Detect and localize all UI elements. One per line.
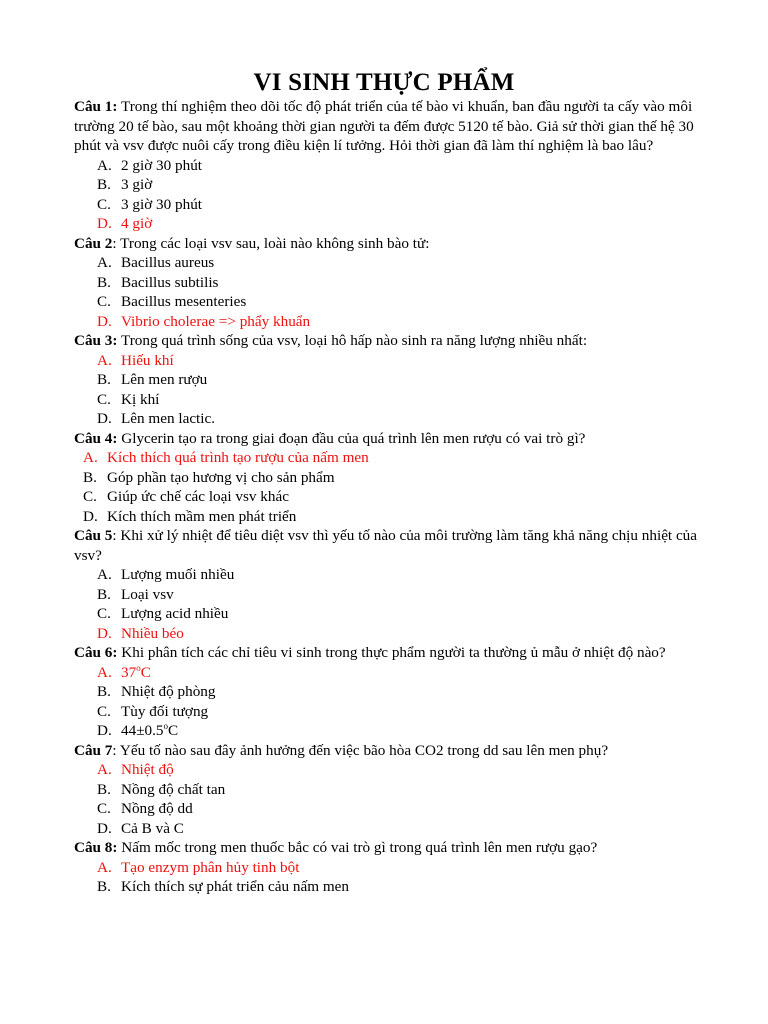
answer-text (107, 468, 335, 488)
answer-list (74, 448, 704, 526)
question-text (74, 97, 704, 156)
answer-letter: C. (83, 488, 97, 505)
answer-letter: D. (97, 410, 112, 427)
answer-list (74, 760, 704, 838)
answer-letter: A. (97, 761, 112, 778)
answer-letter: A. (97, 156, 112, 174)
answer-list (74, 663, 704, 741)
answer-option (74, 195, 704, 215)
question-body: : Trong các loại vsv sau, loài nào không sinh bào tử: (112, 234, 430, 252)
answer-letter: D. (83, 507, 98, 525)
answer-value: Bacillus subtilis (121, 273, 219, 291)
answer-letter: A. (97, 858, 112, 876)
question-text (74, 331, 704, 351)
answer-letter: B. (97, 780, 111, 798)
question-label: Câu 2 (74, 234, 113, 252)
answer-value: Hiếu khí (121, 351, 174, 369)
answer-value: Nhiều béo (121, 624, 184, 642)
question-block (74, 838, 704, 897)
answer-option-correct (74, 624, 704, 644)
answer-option (74, 682, 704, 702)
answer-list (74, 156, 704, 234)
answer-letter: B. (97, 273, 111, 291)
answer-option (74, 604, 704, 624)
answer-text (121, 253, 214, 273)
question-label: Câu 1: (74, 98, 118, 115)
answer-text (121, 351, 174, 371)
unit-suffix: C (140, 663, 151, 681)
answer-option (74, 721, 704, 741)
answer-option-correct (74, 858, 704, 878)
answer-text (121, 292, 246, 312)
answer-option (74, 156, 704, 176)
answer-letter: B. (97, 878, 111, 895)
degree-superscript: o (136, 662, 141, 673)
answer-letter: D. (97, 819, 112, 837)
answer-value: Tạo enzym phân hủy tinh bột (121, 858, 300, 876)
question-list (74, 97, 704, 897)
answer-letter: B. (97, 585, 111, 603)
answer-letter: A. (83, 449, 98, 466)
question-text (74, 838, 704, 858)
answer-value: Giúp ức chế các loại vsv khác (107, 488, 289, 505)
answer-letter: D. (97, 215, 112, 232)
answer-letter: C. (97, 390, 111, 408)
answer-value: Kích thích sự phát triển cảu nấm men (121, 878, 349, 895)
answer-value: Kích thích mầm men phát triển (107, 507, 297, 525)
answer-value: Nồng độ chất tan (121, 780, 226, 798)
answer-text (121, 702, 208, 722)
question-body: : Yếu tố nào sau đây ảnh hưởng đến việc bão hòa CO2 trong dd sau lên men phụ? (112, 741, 609, 759)
question-body: Trong quá trình sống của vsv, loại hô hấp nào sinh ra năng lượng nhiều nhất: (117, 332, 588, 349)
answer-text (121, 819, 184, 839)
answer-value: 44±0.5 (121, 722, 164, 739)
answer-text (121, 370, 207, 390)
answer-text (121, 312, 310, 332)
answer-letter: A. (97, 254, 112, 271)
answer-list (74, 253, 704, 331)
question-label: Câu 7 (74, 741, 113, 759)
answer-letter: C. (97, 800, 111, 817)
answer-value: Tùy đối tượng (121, 702, 209, 720)
answer-option (74, 175, 704, 195)
answer-text (121, 214, 152, 234)
question-block (74, 234, 704, 332)
answer-value: Loại vsv (121, 585, 174, 603)
answer-value: 3 giờ 30 phút (121, 195, 203, 213)
answer-value: Nhiệt độ (121, 761, 174, 778)
answer-text (121, 682, 216, 702)
answer-value: Vibrio cholerae => phẩy khuẩn (121, 312, 311, 330)
answer-value: 4 giờ (121, 215, 153, 232)
answer-option-correct (74, 312, 704, 332)
answer-text (121, 409, 215, 429)
answer-value: Kích thích quá trình tạo rượu của nấm men (107, 449, 369, 466)
answer-value: Bacillus mesenteries (121, 293, 247, 310)
answer-option (74, 468, 704, 488)
answer-letter: A. (97, 351, 112, 369)
answer-text (107, 507, 296, 527)
answer-option (74, 585, 704, 605)
answer-option (74, 819, 704, 839)
question-block (74, 741, 704, 839)
answer-letter: B. (83, 468, 97, 486)
answer-text (121, 760, 174, 780)
answer-letter: D. (97, 624, 112, 642)
question-block (74, 429, 704, 527)
question-body: Khi phân tích các chỉ tiêu vi sinh trong thực phẩm người ta thường ủ mẫu ở nhiệt độ nào? (117, 644, 666, 661)
answer-option-correct (74, 351, 704, 371)
answer-text (121, 604, 228, 624)
answer-option-correct (74, 760, 704, 780)
answer-text (121, 780, 225, 800)
answer-option (74, 877, 704, 897)
answer-option (74, 370, 704, 390)
answer-text (107, 448, 369, 468)
question-text (74, 643, 704, 663)
answer-text (121, 156, 202, 176)
answer-value: Kị khí (121, 390, 160, 408)
answer-option (74, 507, 704, 527)
answer-option (74, 390, 704, 410)
answer-option-correct (74, 663, 704, 683)
question-block (74, 526, 704, 643)
answer-text (121, 721, 178, 741)
answer-letter: C. (97, 702, 111, 720)
answer-option (74, 487, 704, 507)
answer-value: Cả B và C (121, 819, 184, 837)
answer-letter: D. (97, 312, 112, 330)
answer-letter: C. (97, 605, 111, 622)
question-label: Câu 8: (74, 839, 118, 856)
answer-value: Góp phần tạo hương vị cho sản phẩm (107, 468, 335, 486)
answer-text (121, 624, 184, 644)
answer-letter: D. (97, 722, 112, 739)
answer-value: Lên men lactic. (121, 410, 216, 427)
question-body: Trong thí nghiệm theo dõi tốc độ phát triển của tế bào vi khuẩn, ban đầu người ta cấy vào môi trường 20 tế bào, sau một khoảng thời gian người ta đếm được 5120 tế bào. Giả sử thời gian thế hệ 30 phút và vsv được nuôi cấy trong điều kiện lí tưởng. Hỏi thời gian đã làm thí nghiệm là bao lâu? (74, 98, 694, 154)
answer-letter: B. (97, 683, 111, 700)
answer-option-correct (74, 214, 704, 234)
question-label: Câu 5 (74, 527, 113, 544)
answer-text (121, 877, 349, 897)
answer-letter: C. (97, 195, 111, 213)
answer-text (121, 858, 299, 878)
question-label: Câu 6: (74, 644, 118, 661)
answer-text (121, 585, 174, 605)
answer-text (121, 799, 193, 819)
answer-letter: A. (97, 566, 112, 583)
answer-option (74, 292, 704, 312)
answer-list (74, 858, 704, 897)
answer-text (121, 565, 234, 585)
answer-text (121, 175, 152, 195)
answer-option (74, 780, 704, 800)
question-text (74, 741, 704, 761)
question-block (74, 331, 704, 429)
question-body: Nấm mốc trong men thuốc bắc có vai trò gì trong quá trình lên men rượu gạo? (117, 839, 598, 856)
question-block (74, 643, 704, 741)
answer-letter: B. (97, 371, 111, 388)
answer-option (74, 273, 704, 293)
answer-value: Nồng độ dd (121, 800, 193, 817)
page-title: VI SINH THỰC PHẨM (253, 69, 515, 96)
answer-value: Lượng acid nhiều (121, 605, 229, 622)
answer-option (74, 565, 704, 585)
answer-option (74, 702, 704, 722)
answer-text (121, 195, 202, 215)
degree-superscript: o (163, 721, 169, 731)
question-text (74, 526, 704, 565)
answer-option (74, 409, 704, 429)
answer-letter: A. (97, 663, 112, 681)
answer-letter: C. (97, 293, 111, 310)
unit-suffix: C (168, 722, 179, 739)
answer-value: 37 (121, 663, 137, 681)
answer-letter: B. (97, 176, 111, 193)
answer-list (74, 565, 704, 643)
answer-value: Lên men rượu (121, 371, 208, 388)
answer-option (74, 253, 704, 273)
answer-value: Nhiệt độ phòng (121, 683, 216, 700)
question-text (74, 429, 704, 449)
question-label: Câu 3: (74, 332, 118, 349)
answer-text (121, 273, 218, 293)
question-body: : Khi xử lý nhiệt để tiêu diệt vsv thì yếu tố nào của môi trường làm tăng khả năng chịu nhiệt của vsv? (74, 527, 698, 564)
answer-value: 3 giờ (121, 176, 153, 193)
answer-option (74, 799, 704, 819)
answer-text (107, 487, 289, 507)
answer-option-correct (74, 448, 704, 468)
answer-value: Bacillus aureus (121, 254, 215, 271)
question-label: Câu 4: (74, 429, 118, 447)
question-body: Glycerin tạo ra trong giai đoạn đầu của quá trình lên men rượu có vai trò gì? (117, 429, 586, 447)
question-block (74, 97, 704, 234)
question-text (74, 234, 704, 254)
answer-value: Lượng muối nhiều (121, 566, 235, 583)
answer-value: 2 giờ 30 phút (121, 156, 203, 174)
answer-text (121, 663, 151, 683)
answer-list (74, 351, 704, 429)
answer-text (121, 390, 159, 410)
